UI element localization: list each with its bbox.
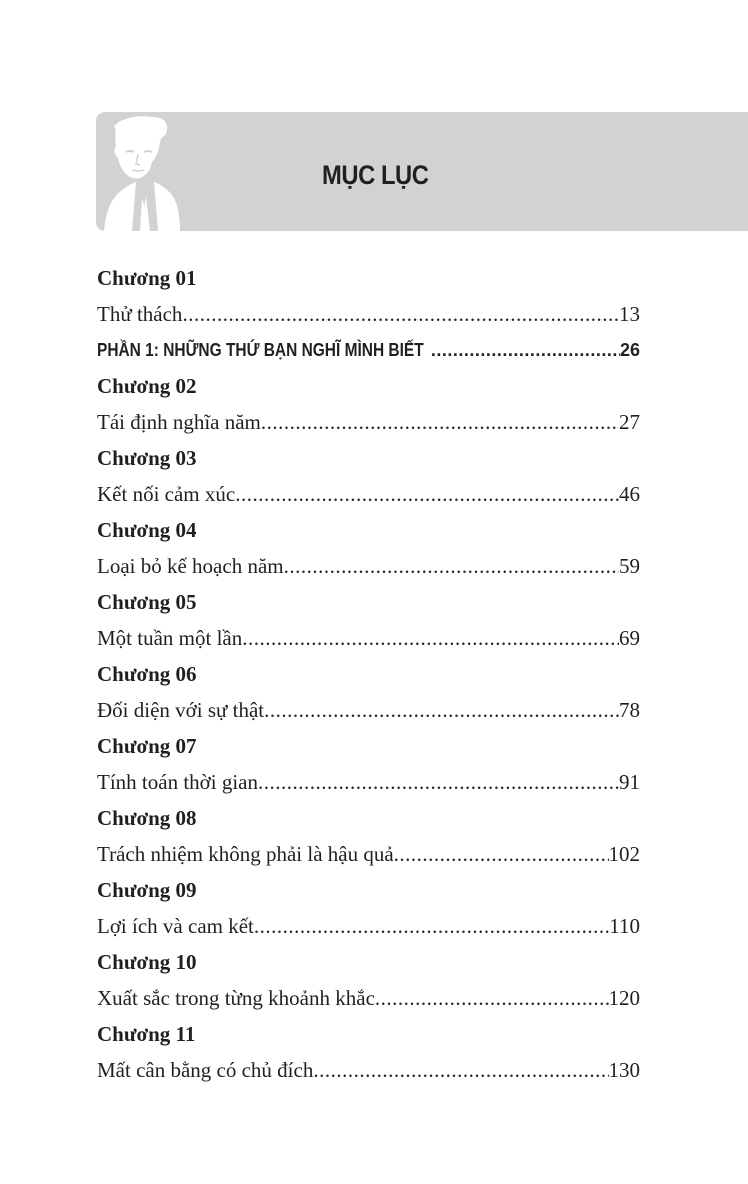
dot-leader bbox=[264, 692, 619, 728]
toc-entry[interactable] bbox=[97, 476, 640, 512]
dot-leader bbox=[394, 836, 609, 872]
dot-leader bbox=[284, 548, 619, 584]
toc-entry[interactable] bbox=[97, 836, 640, 872]
toc-entry[interactable] bbox=[97, 764, 640, 800]
chapter-heading: Chương 03 bbox=[97, 446, 197, 470]
chapter-heading: Chương 07 bbox=[97, 734, 197, 758]
chapter-heading: Chương 01 bbox=[97, 266, 197, 290]
toc-entry-title: Kết nối cảm xúc bbox=[97, 482, 236, 506]
toc-entry-page: 102 bbox=[608, 842, 640, 866]
dot-leader bbox=[431, 332, 620, 368]
toc-entry[interactable] bbox=[97, 404, 640, 440]
dot-leader bbox=[258, 764, 619, 800]
chapter-heading: Chương 10 bbox=[97, 950, 197, 974]
toc-entry-page: 110 bbox=[609, 914, 640, 938]
toc-entry-page: 59 bbox=[619, 554, 640, 578]
toc-entry-page: 46 bbox=[619, 482, 640, 506]
toc-entry-title: Mất cân bằng có chủ đích bbox=[97, 1058, 314, 1082]
toc-entry-title: Tái định nghĩa năm bbox=[97, 410, 261, 434]
chapter-heading: Chương 06 bbox=[97, 662, 197, 686]
dot-leader bbox=[235, 476, 619, 512]
toc-entry-title: Đối diện với sự thật bbox=[97, 698, 265, 722]
toc-entry[interactable] bbox=[97, 296, 640, 332]
toc-entry-title: Loại bỏ kế hoạch năm bbox=[97, 554, 284, 578]
chapter-heading: Chương 11 bbox=[97, 1022, 196, 1046]
dot-leader bbox=[254, 908, 609, 944]
dot-leader bbox=[313, 1052, 608, 1088]
chapter-heading: Chương 09 bbox=[97, 878, 197, 902]
chapter-heading: Chương 08 bbox=[97, 806, 197, 830]
part-page: 26 bbox=[619, 340, 640, 360]
dot-leader bbox=[261, 404, 619, 440]
toc-entry-title: Trách nhiệm không phải là hậu quả bbox=[97, 842, 394, 866]
toc-entry[interactable] bbox=[97, 908, 640, 944]
man-portrait-icon bbox=[96, 112, 180, 231]
chapter-heading: Chương 04 bbox=[97, 518, 197, 542]
toc-entry-title: Một tuần một lần bbox=[97, 626, 243, 650]
toc-entry[interactable] bbox=[97, 980, 640, 1016]
chapter-heading: Chương 02 bbox=[97, 374, 197, 398]
toc-entry-page: 91 bbox=[619, 770, 640, 794]
toc-entry[interactable] bbox=[97, 620, 640, 656]
toc-entry-page: 27 bbox=[619, 410, 640, 434]
dot-leader bbox=[182, 296, 619, 332]
toc-entry-page: 130 bbox=[608, 1058, 640, 1082]
chapter-heading: Chương 05 bbox=[97, 590, 197, 614]
toc-entry[interactable] bbox=[97, 692, 640, 728]
part-title: PHẦN 1: NHỮNG THỨ BẠN NGHĨ MÌNH BIẾT bbox=[97, 340, 424, 360]
toc-entry[interactable] bbox=[97, 1052, 640, 1088]
toc-entry-page: 120 bbox=[608, 986, 640, 1010]
dot-leader bbox=[375, 980, 609, 1016]
toc-entry[interactable] bbox=[97, 548, 640, 584]
toc-entry-page: 78 bbox=[619, 698, 640, 722]
toc-entry-title: Thử thách bbox=[97, 302, 183, 326]
table-of-contents bbox=[97, 260, 640, 1088]
toc-entry-title: Xuất sắc trong từng khoảnh khắc bbox=[97, 986, 375, 1010]
toc-entry-page: 13 bbox=[619, 302, 640, 326]
part-heading[interactable] bbox=[97, 332, 640, 368]
dot-leader bbox=[242, 620, 619, 656]
page-title: MỤC LỤC bbox=[322, 160, 429, 190]
toc-entry-title: Lợi ích và cam kết bbox=[97, 914, 254, 938]
toc-entry-page: 69 bbox=[619, 626, 640, 650]
toc-entry-title: Tính toán thời gian bbox=[97, 770, 258, 794]
